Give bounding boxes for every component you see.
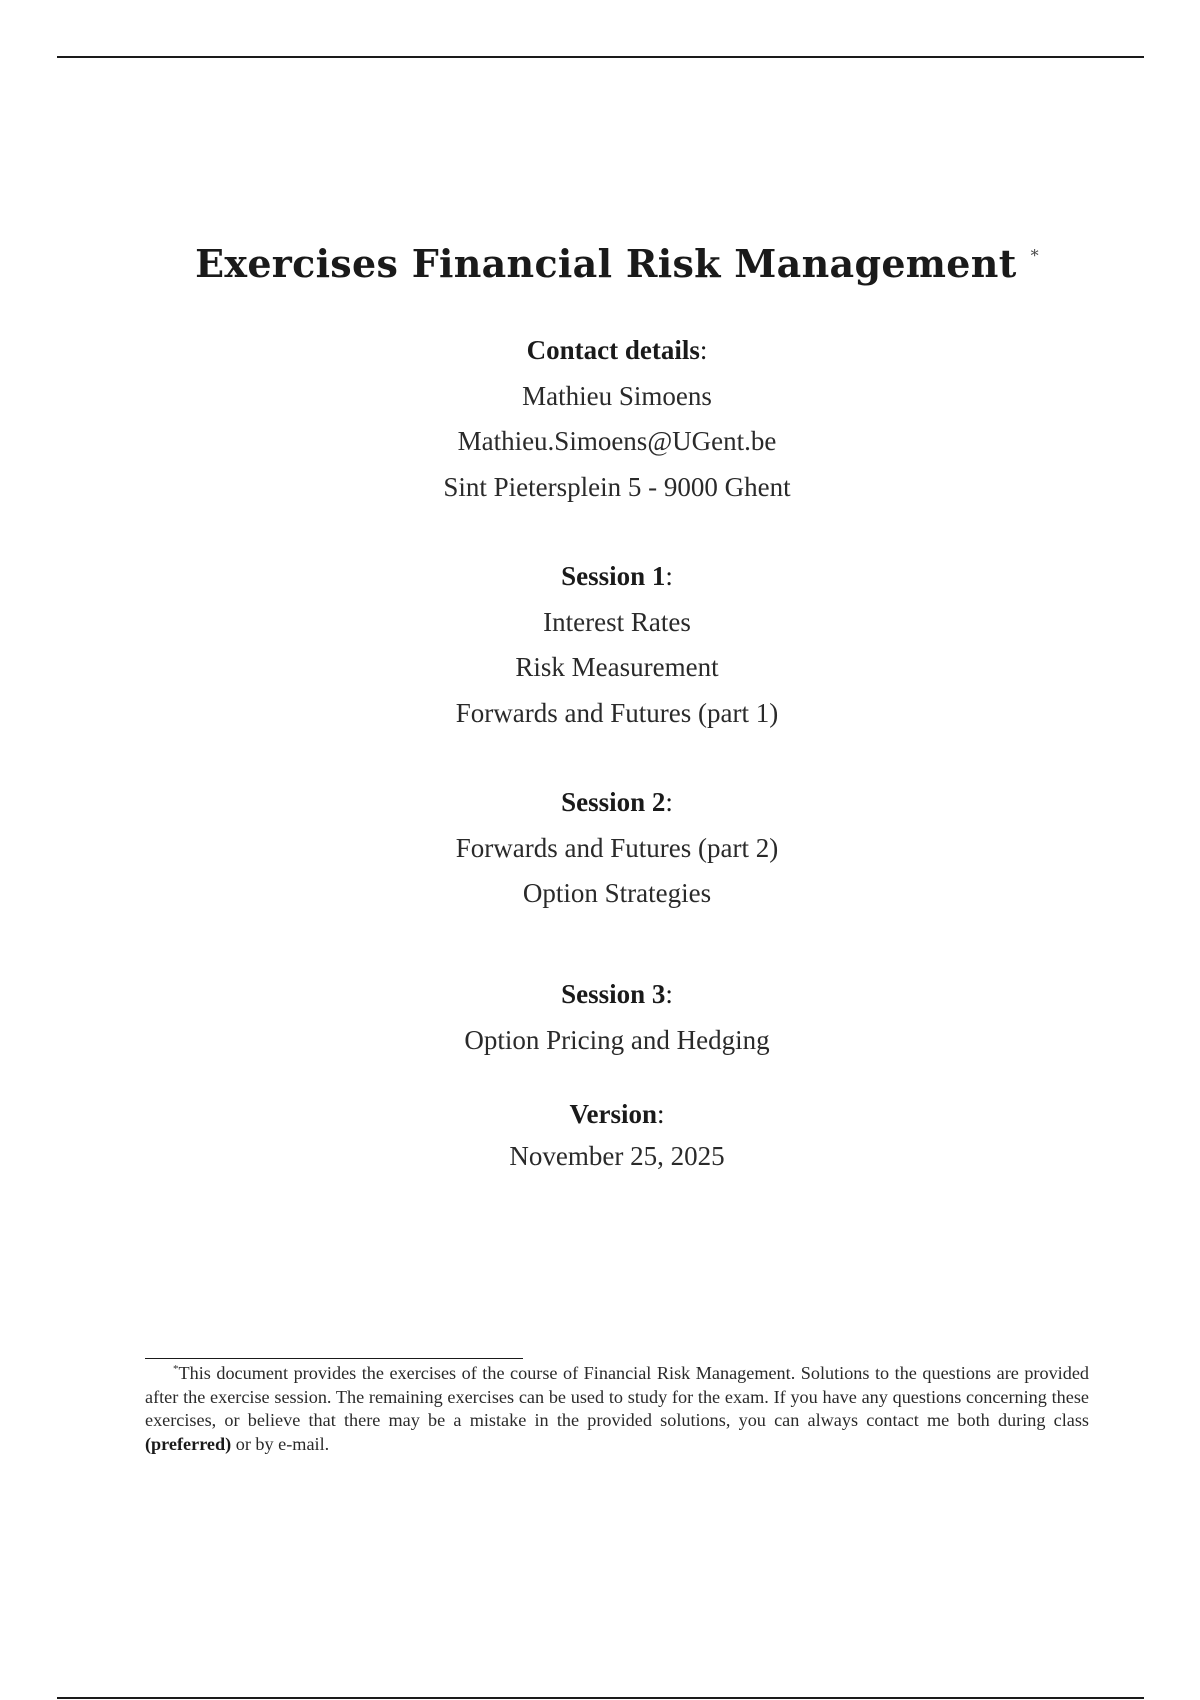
document-title	[0, 238, 1200, 298]
session-1-topic: Interest Rates	[543, 606, 691, 637]
version-date: November 25, 2025	[509, 1140, 725, 1171]
version-section	[0, 1092, 1200, 1174]
footnote-mark: *	[173, 1362, 179, 1375]
title-text: Exercises Financial Risk Management	[195, 241, 1017, 286]
session-1-heading	[0, 554, 1200, 600]
session-1-heading-colon: :	[665, 561, 673, 591]
version-heading-text: Version	[569, 1099, 657, 1129]
session-3-topic: Option Pricing and Hedging	[464, 1024, 770, 1055]
footnote-emphasis: (preferred)	[145, 1433, 232, 1454]
session-2-heading-colon: :	[665, 787, 673, 817]
session-2-topic: Option Strategies	[522, 878, 712, 908]
version-heading-colon: :	[657, 1099, 665, 1129]
title-block	[0, 238, 1200, 298]
session-3-heading-colon: :	[665, 979, 673, 1009]
footnote	[145, 1362, 1089, 1456]
contact-heading	[0, 328, 1200, 374]
session-3-heading-text: Session 3	[561, 979, 666, 1009]
session-3-heading	[0, 972, 1200, 1018]
session-3-section	[0, 972, 1200, 1063]
version-heading	[0, 1092, 1200, 1138]
session-1-heading-text: Session 1	[561, 561, 666, 591]
session-1-section	[0, 554, 1200, 736]
contact-details-section	[0, 328, 1200, 510]
session-2-heading	[0, 780, 1200, 826]
contact-name: Mathieu Simoens	[522, 380, 712, 411]
contact-heading-text: Contact details	[526, 335, 700, 365]
top-rule	[57, 56, 1144, 58]
session-1-topic: Forwards and Futures (part 1)	[455, 697, 779, 728]
session-2-section	[0, 780, 1200, 917]
contact-email: Mathieu.Simoens@UGent.be	[457, 426, 777, 456]
session-2-heading-text: Session 2	[561, 787, 666, 817]
contact-heading-colon: :	[699, 335, 708, 365]
bottom-rule	[57, 1697, 1144, 1699]
footnote-text-end: or by e-mail.	[231, 1433, 330, 1454]
footnote-text: This document provides the exercises of the course of Financial Risk Management. Solutions to the questions are provided after the exercise session. The remaining exercises can be used to study for the exam. If you have any questions concerning these exercises, or believe that there may be a mistake in the provided solutions, you can always contact me both during class	[145, 1363, 1089, 1430]
contact-address: Sint Pietersplein 5 - 9000 Ghent	[443, 471, 791, 502]
footnote-rule	[145, 1358, 523, 1359]
title-footnote-mark: *	[1030, 246, 1039, 265]
session-2-topic: Forwards and Futures (part 2)	[455, 832, 779, 863]
session-1-topic: Risk Measurement	[515, 652, 719, 682]
